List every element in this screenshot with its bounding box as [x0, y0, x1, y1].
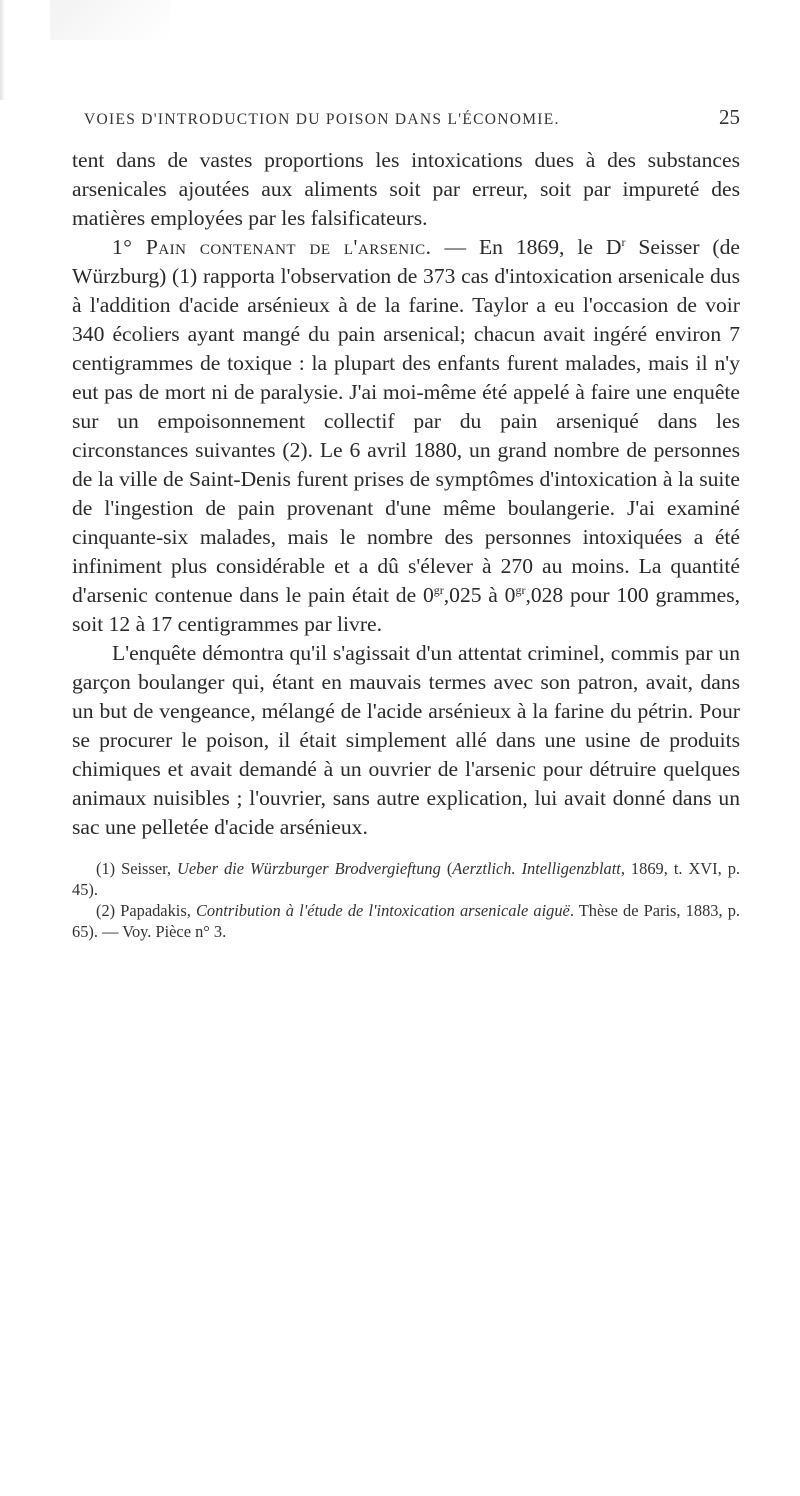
- paragraph-2-text-b: Seisser (de Würzburg) (1) rapporta l'observation de 373 cas d'intoxication arsenicale dus à l'addition d'acide arsénieux à de la farine. Taylor a eu l'occasion de voir 340 écoliers ayant mangé du pain arsenical; chacun avait ingéré environ 7 centigrammes de toxique : la plupart des enfants furent malades, mais il n'y eut pas de mort ni de paralysie. J'ai moi-même été appelé à faire une enquête sur un empoisonnement collectif par du pain arseniqué dans les circonstances suivantes (2). Le 6 avril 1880, un grand nombre de personnes de la ville de Saint-Denis furent prises de symptômes d'intoxication à la suite de l'ingestion de pain provenant d'une même boulangerie. J'ai examiné cinquante-six malades, mais le nombre des personnes intoxiquées a été infiniment plus considérable et a dû s'élever à 270 au moins. La quantité d'arsenic contenue dans le pain était de 0: [72, 235, 741, 607]
- paragraph-3: L'enquête démontra qu'il s'agissait d'un attentat criminel, commis par un garçon boulanger qui, étant en mauvais termes avec son patron, avait, dans un but de vengeance, mélangé de l'acide arsénieux à la farine du pétrin. Pour se procurer le poison, il était simplement allé dans une usine de produits chimiques et avait demandé à un ouvrier de l'arsenic pour détruire quelques animaux nuisibles ; l'ouvrier, sans autre explication, lui avait donné dans un sac une pelletée d'acide arsénieux.: [72, 641, 740, 839]
- paragraph-1: tent dans de vastes proportions les intoxications dues à des substances arsenicales ajoutées aux aliments soit par erreur, soit par impureté des matières employées par les falsificateurs.: [72, 148, 740, 230]
- paragraph-2-text-c: ,025 à 0: [443, 583, 516, 607]
- book-page: [72, 105, 740, 942]
- footnote-1: [72, 858, 740, 900]
- paragraph-2: [72, 233, 740, 639]
- footnote-2-b: . Thèse de Paris, 1883, p. 65). — Voy. Pièce n° 3.: [72, 901, 740, 941]
- footnote-2: [72, 900, 740, 942]
- section-title-pain-arsenic: 1° Pain contenant de l'arsenic.: [112, 235, 432, 259]
- footnote-1-b: (: [440, 859, 453, 878]
- page-edge-shadow: [0, 0, 5, 100]
- superscript-gr-1: gr: [433, 582, 444, 597]
- footnote-2-title: Contribution à l'étude de l'intoxication arsenicale aiguë: [195, 901, 570, 920]
- page-number: 25: [719, 105, 740, 129]
- footnote-2-a: (2) Papadakis,: [96, 901, 196, 920]
- footnote-1-journal: Aerztlich. Intelligenzblatt: [452, 859, 621, 878]
- page-corner-shadow: [50, 0, 170, 40]
- footnote-1-a: (1) Seisser,: [96, 859, 177, 878]
- superscript-gr-2: gr: [515, 582, 526, 597]
- running-head-title: VOIES D'INTRODUCTION DU POISON DANS L'ÉCONOMIE.: [84, 111, 560, 128]
- running-head: [72, 105, 740, 130]
- footnotes: [72, 858, 740, 942]
- paragraph-2-text-d: ,028 pour 100 grammes, soit 12 à 17 centigrammes par livre.: [72, 583, 741, 636]
- superscript-r: r: [621, 234, 626, 249]
- footnote-1-title: Ueber die Würzburger Brodvergieftung: [177, 859, 441, 878]
- footnote-1-c: , 1869, t. XVI, p. 45).: [72, 859, 740, 899]
- paragraph-2-text-a: — En 1869, le D: [431, 235, 622, 259]
